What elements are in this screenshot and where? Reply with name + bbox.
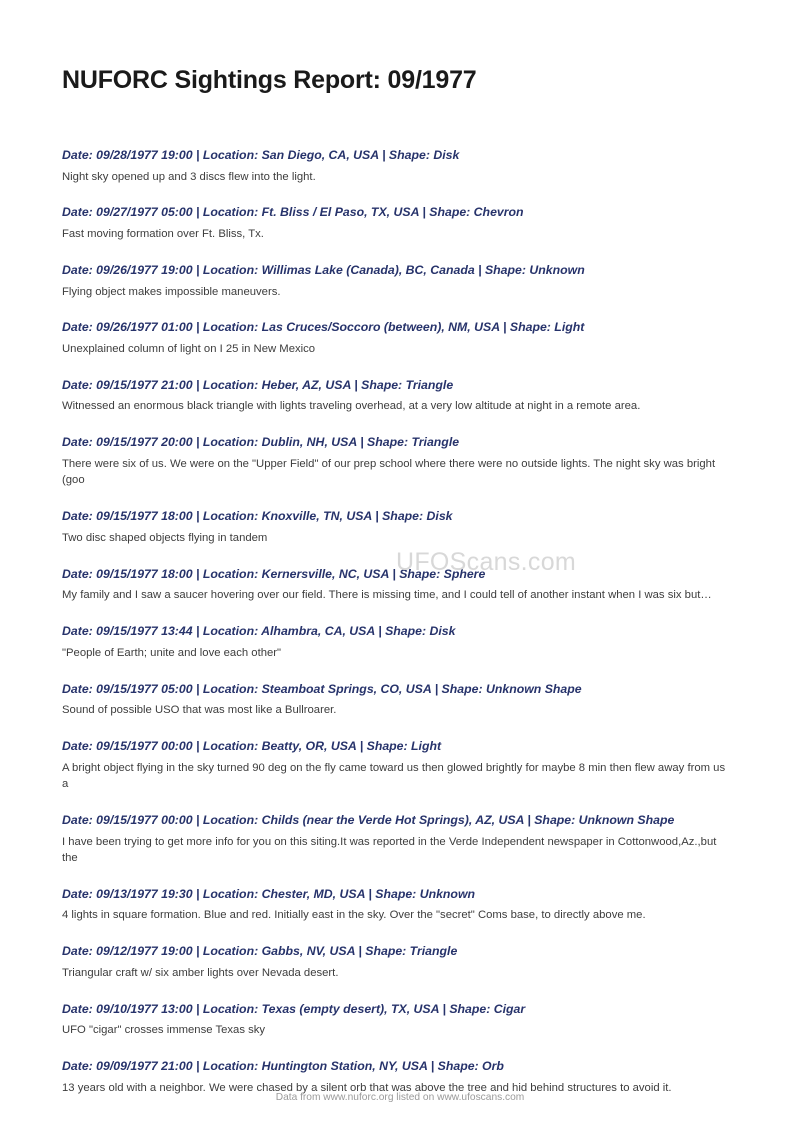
sighting-heading: Date: 09/15/1977 13:44 | Location: Alhambra, CA, USA | Shape: Disk bbox=[62, 624, 456, 639]
sighting-description: Night sky opened up and 3 discs flew into the light. bbox=[62, 170, 316, 183]
sighting-entry bbox=[62, 1058, 738, 1096]
page-title: NUFORC Sightings Report: 09/1977 bbox=[62, 66, 477, 94]
sighting-heading: Date: 09/09/1977 21:00 | Location: Huntington Station, NY, USA | Shape: Orb bbox=[62, 1059, 504, 1074]
sighting-entry bbox=[62, 434, 738, 488]
sighting-description: Sound of possible USO that was most like a Bullroarer. bbox=[62, 704, 337, 717]
page-footer: Data from www.nuforc.org listed on www.ufoscans.com bbox=[275, 1092, 525, 1103]
sighting-heading: Date: 09/28/1977 19:00 | Location: San Diego, CA, USA | Shape: Disk bbox=[62, 148, 460, 162]
sighting-description: Unexplained column of light on I 25 in New Mexico bbox=[62, 343, 316, 355]
sighting-heading: Date: 09/13/1977 19:30 | Location: Chester, MD, USA | Shape: Unknown bbox=[62, 886, 476, 901]
sighting-description: Triangular craft w/ six amber lights over Nevada desert. bbox=[62, 966, 339, 979]
sightings-report-list bbox=[62, 147, 738, 1096]
sighting-description: 13 years old with a neighbor. We were chased by a silent orb that was above the tree and hid behind structures to avoid it. bbox=[62, 1081, 672, 1094]
sighting-entry bbox=[62, 623, 738, 661]
sighting-entry bbox=[62, 681, 738, 719]
sighting-description: Witnessed an enormous black triangle with lights traveling overhead, at a very low altitude at night in a remote area. bbox=[62, 400, 641, 413]
sighting-description: A bright object flying in the sky turned 90 deg on the fly came toward us then glowed brightly for maybe 8 min then flew away from us a bbox=[62, 761, 726, 791]
sighting-heading: Date: 09/27/1977 05:00 | Location: Ft. Bliss / El Paso, TX, USA | Shape: Chevron bbox=[62, 205, 524, 220]
sighting-entry bbox=[62, 566, 738, 604]
sighting-heading: Date: 09/12/1977 19:00 | Location: Gabbs, NV, USA | Shape: Triangle bbox=[62, 944, 458, 959]
sighting-entry bbox=[62, 812, 738, 866]
sighting-entry bbox=[62, 377, 738, 415]
sighting-heading: Date: 09/15/1977 21:00 | Location: Heber, AZ, USA | Shape: Triangle bbox=[62, 377, 454, 392]
sighting-heading: Date: 09/10/1977 13:00 | Location: Texas (empty desert), TX, USA | Shape: Cigar bbox=[62, 1001, 526, 1016]
sighting-description: "People of Earth; unite and love each other" bbox=[62, 646, 282, 659]
sighting-description: My family and I saw a saucer hovering over our field. There is missing time, and I could tell of another instant when I was six but… bbox=[62, 589, 712, 602]
sighting-description: 4 lights in square formation. Blue and red. Initially east in the sky. Over the "secret" Coms base, to directly above me. bbox=[62, 909, 646, 922]
sighting-description: I have been trying to get more info for you on this siting.It was reported in the Verde Independent newspaper in Cottonwood,Az.,but the bbox=[62, 835, 717, 864]
sighting-entry bbox=[62, 738, 738, 792]
sighting-entry bbox=[62, 1001, 738, 1039]
sighting-entry bbox=[62, 886, 738, 924]
sighting-entry bbox=[62, 319, 738, 357]
sighting-entry bbox=[62, 204, 738, 242]
sighting-description: UFO "cigar" crosses immense Texas sky bbox=[62, 1024, 266, 1037]
sighting-heading: Date: 09/15/1977 18:00 | Location: Kernersville, NC, USA | Shape: Sphere bbox=[62, 566, 486, 581]
sighting-description: Flying object makes impossible maneuvers. bbox=[62, 285, 281, 298]
watermark-text: UFOScans.com bbox=[396, 548, 577, 576]
sighting-entry bbox=[62, 508, 738, 546]
sighting-entry bbox=[62, 262, 738, 300]
sighting-description: Two disc shaped objects flying in tandem bbox=[62, 531, 268, 544]
sighting-description: Fast moving formation over Ft. Bliss, Tx. bbox=[62, 228, 264, 241]
sighting-entry bbox=[62, 943, 738, 981]
sighting-heading: Date: 09/15/1977 05:00 | Location: Steamboat Springs, CO, USA | Shape: Unknown Shape bbox=[62, 681, 582, 696]
sighting-heading: Date: 09/15/1977 18:00 | Location: Knoxville, TN, USA | Shape: Disk bbox=[62, 509, 453, 524]
sighting-entry bbox=[62, 147, 738, 185]
sighting-heading: Date: 09/15/1977 00:00 | Location: Beatty, OR, USA | Shape: Light bbox=[62, 739, 442, 754]
sighting-description: There were six of us. We were on the "Upper Field" of our prep school where there were no outside lights. The night sky was bright (goo bbox=[62, 457, 716, 487]
sighting-heading: Date: 09/26/1977 19:00 | Location: Willimas Lake (Canada), BC, Canada | Shape: Unknown bbox=[62, 262, 585, 277]
sighting-heading: Date: 09/15/1977 20:00 | Location: Dublin, NH, USA | Shape: Triangle bbox=[62, 435, 460, 450]
sighting-heading: Date: 09/26/1977 01:00 | Location: Las Cruces/Soccoro (between), NM, USA | Shape: Light bbox=[62, 320, 585, 335]
sighting-heading: Date: 09/15/1977 00:00 | Location: Childs (near the Verde Hot Springs), AZ, USA | Shape: Unknown Shape bbox=[62, 812, 675, 827]
